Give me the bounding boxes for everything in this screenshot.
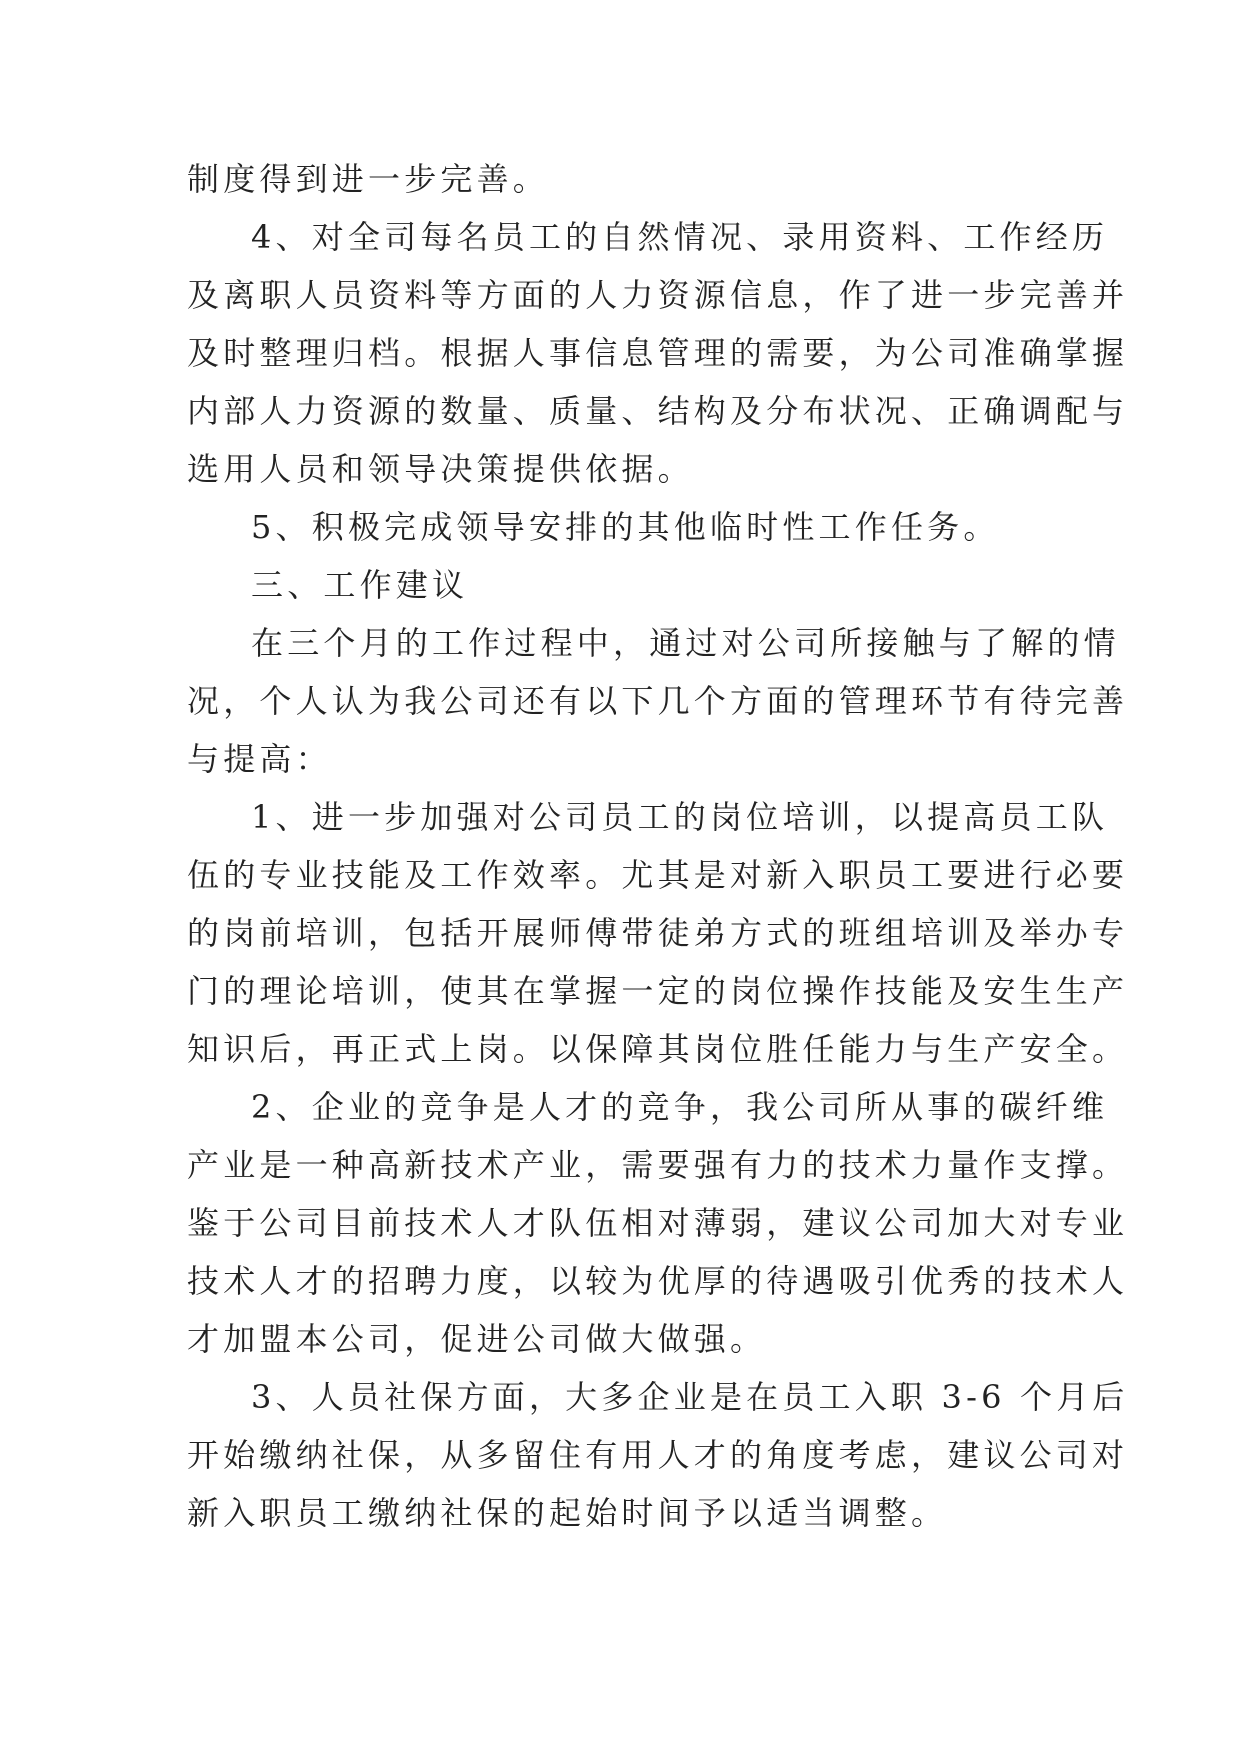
text-line: 产业是一种高新技术产业，需要强有力的技术力量作支撑。 bbox=[187, 1146, 1129, 1184]
text-line: 的岗前培训，包括开展师傅带徒弟方式的班组培训及举办专 bbox=[187, 914, 1129, 952]
text-line: 及时整理归档。根据人事信息管理的需要，为公司准确掌握 bbox=[187, 334, 1129, 372]
text-line: 新入职员工缴纳社保的起始时间予以适当调整。 bbox=[187, 1494, 948, 1532]
text-line: 技术人才的招聘力度，以较为优厚的待遇吸引优秀的技术人 bbox=[187, 1262, 1129, 1300]
document-body bbox=[187, 150, 1129, 1542]
text-line: 况，个人认为我公司还有以下几个方面的管理环节有待完善 bbox=[187, 682, 1129, 720]
section-heading: 三、工作建议 bbox=[251, 566, 469, 604]
text-line: 与提高： bbox=[187, 740, 332, 778]
text-line: 3、人员社保方面，大多企业是在员工入职 3-6 个月后 bbox=[251, 1378, 1129, 1416]
text-line: 选用人员和领导决策提供依据。 bbox=[187, 450, 694, 488]
text-line: 内部人力资源的数量、质量、结构及分布状况、正确调配与 bbox=[187, 392, 1129, 430]
text-line: 鉴于公司目前技术人才队伍相对薄弱，建议公司加大对专业 bbox=[187, 1204, 1129, 1242]
text-line: 1、进一步加强对公司员工的岗位培训，以提高员工队 bbox=[251, 798, 1109, 836]
text-line: 才加盟本公司，促进公司做大做强。 bbox=[187, 1320, 767, 1358]
text-line: 伍的专业技能及工作效率。尤其是对新入职员工要进行必要 bbox=[187, 856, 1129, 894]
text-line: 4、对全司每名员工的自然情况、录用资料、工作经历 bbox=[251, 218, 1109, 256]
text-line: 知识后，再正式上岗。以保障其岗位胜任能力与生产安全。 bbox=[187, 1030, 1129, 1068]
text-line: 开始缴纳社保，从多留住有用人才的角度考虑，建议公司对 bbox=[187, 1436, 1129, 1474]
text-line: 及离职人员资料等方面的人力资源信息，作了进一步完善并 bbox=[187, 276, 1129, 314]
text-line: 5、积极完成领导安排的其他临时性工作任务。 bbox=[251, 508, 1000, 546]
text-line: 2、企业的竞争是人才的竞争，我公司所从事的碳纤维 bbox=[251, 1088, 1109, 1126]
text-line: 门的理论培训，使其在掌握一定的岗位操作技能及安生生产 bbox=[187, 972, 1129, 1010]
text-line: 在三个月的工作过程中，通过对公司所接触与了解的情 bbox=[251, 624, 1120, 662]
text-line: 制度得到进一步完善。 bbox=[187, 160, 550, 198]
